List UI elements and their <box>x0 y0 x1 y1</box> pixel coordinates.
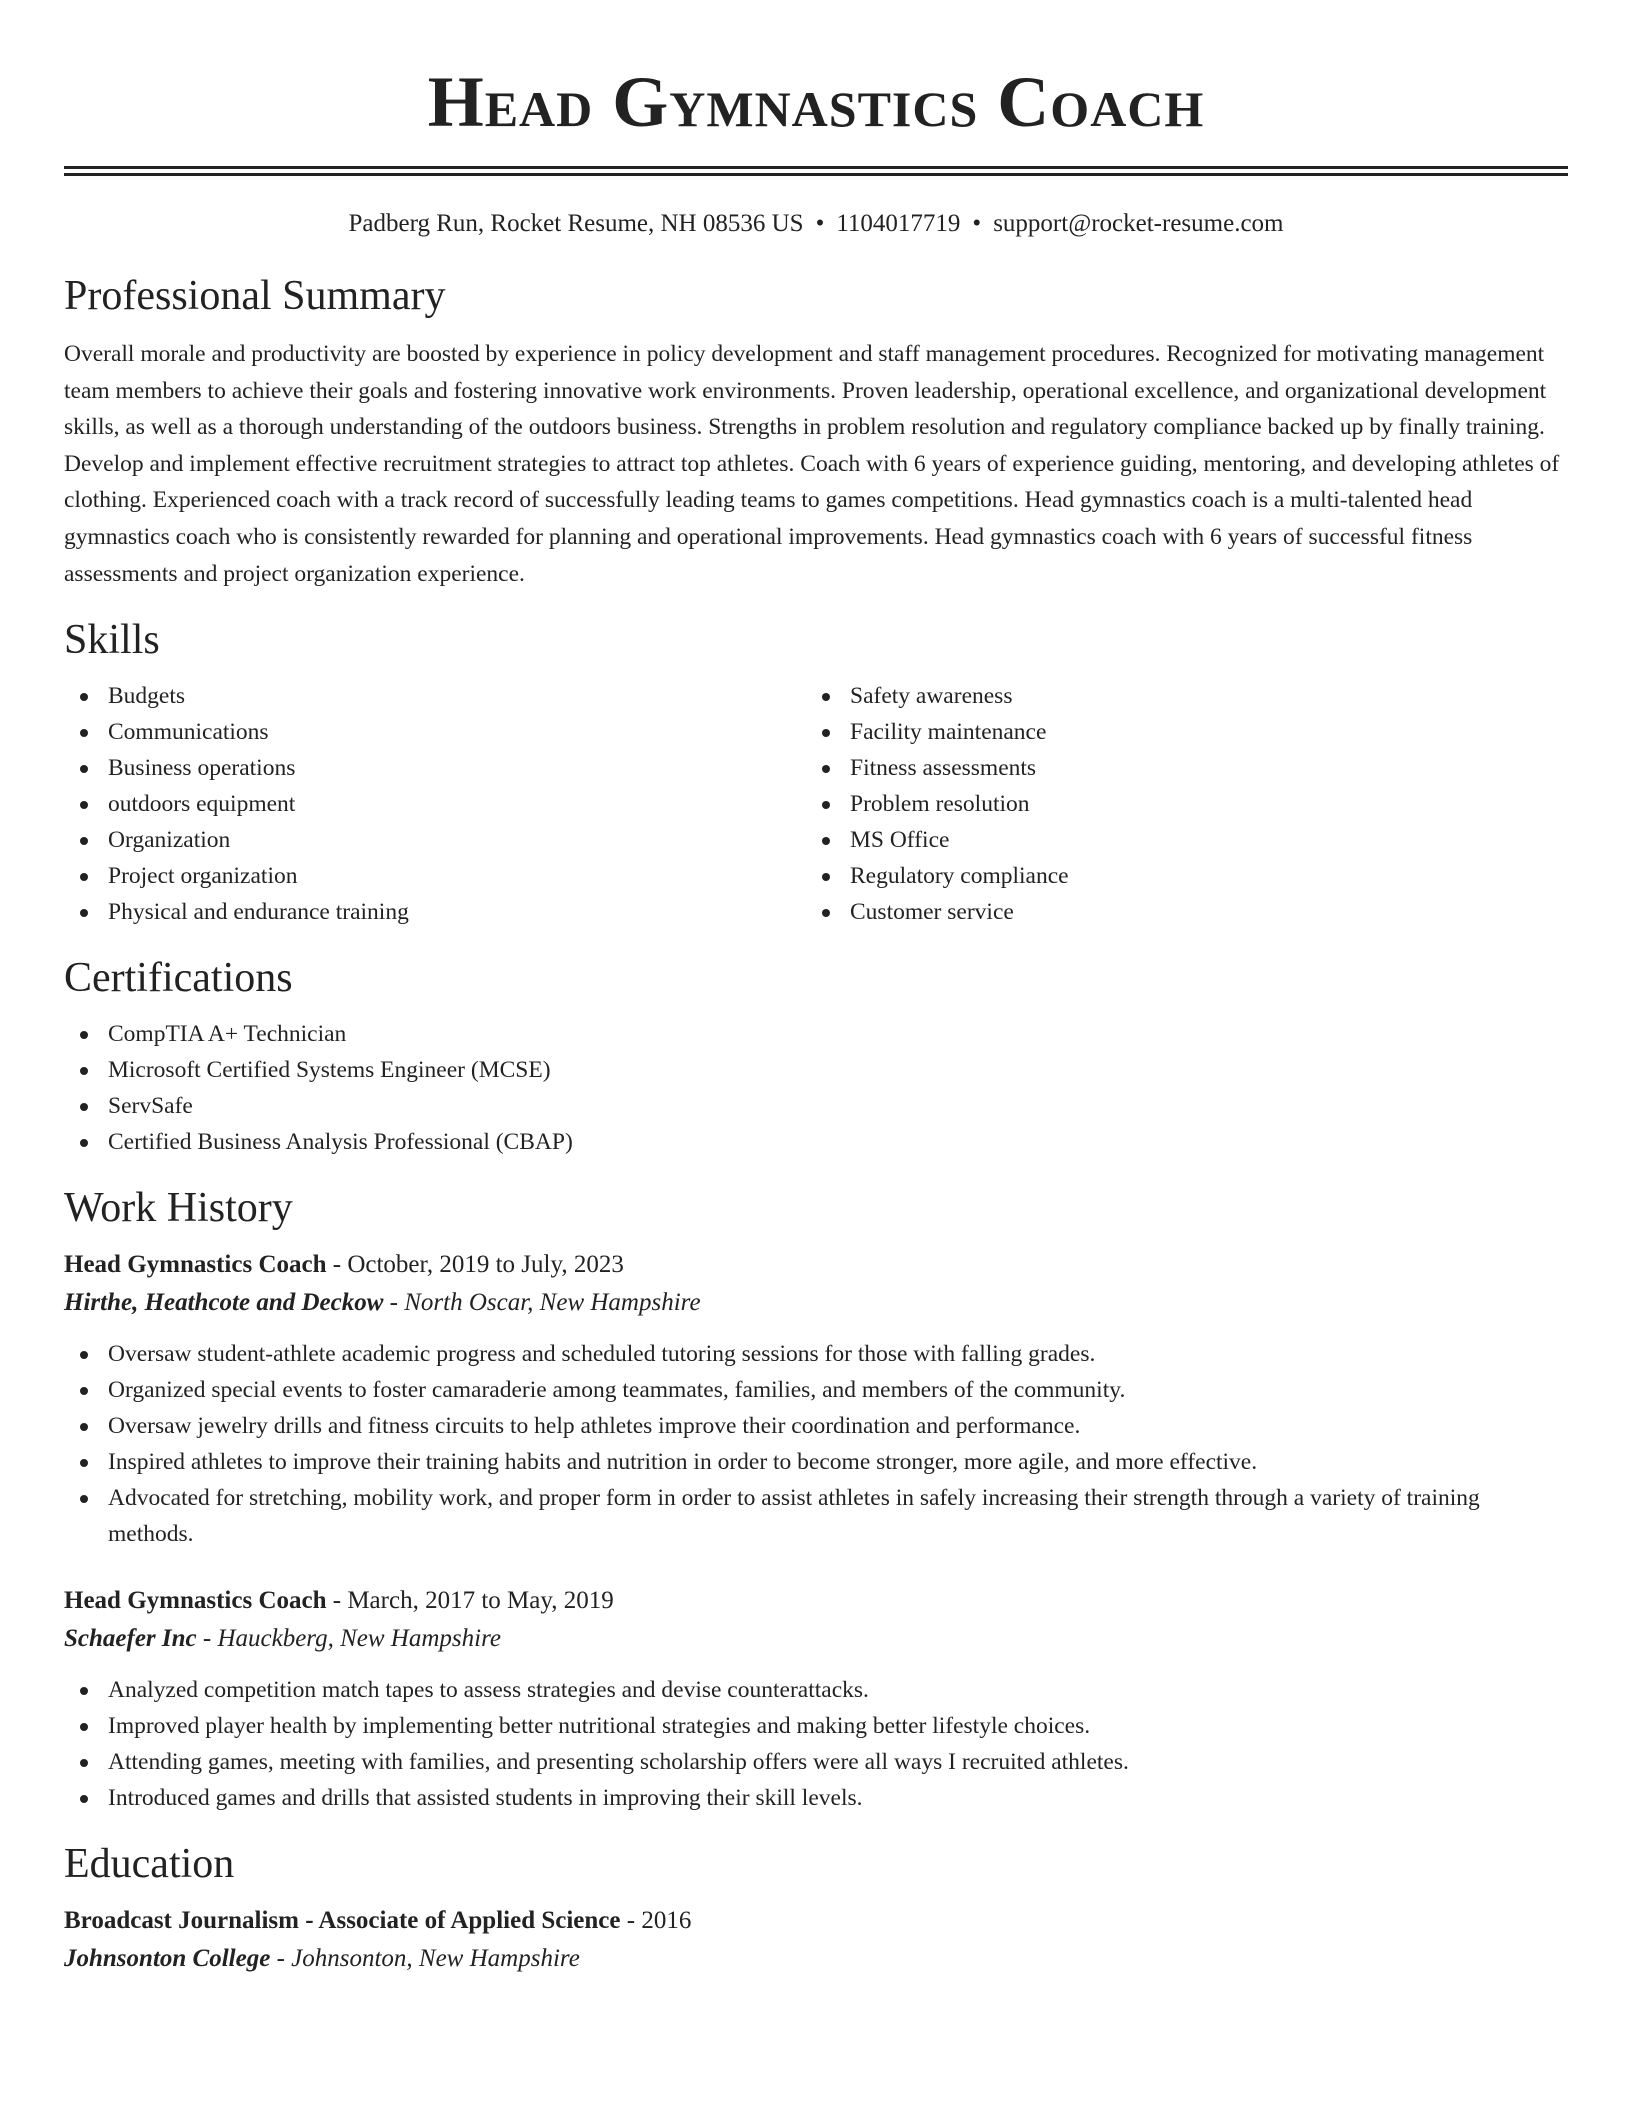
contact-separator: • <box>972 210 982 237</box>
list-item: Oversaw jewelry drills and fitness circuits to help athletes improve their coordination and performance. <box>64 1408 1568 1444</box>
list-item: Inspired athletes to improve their training habits and nutrition in order to become stronger, more agile, and more effective. <box>64 1444 1568 1480</box>
education-location: Johnsonton, New Hampshire <box>291 1945 580 1973</box>
job-title: Head Gymnastics Coach <box>64 1587 327 1615</box>
education-school-line: Johnsonton College - Johnsonton, New Hampshire <box>64 1945 580 1973</box>
list-item: Attending games, meeting with families, and presenting scholarship offers were all ways I recruited athletes. <box>64 1744 1568 1780</box>
list-item: Certified Business Analysis Professional (CBAP) <box>64 1124 1568 1160</box>
list-item: Project organization <box>64 858 806 894</box>
resume-name: Head Gymnastics Coach <box>427 62 1205 142</box>
job-bullets <box>64 1672 1568 1816</box>
job-title-line: Head Gymnastics Coach - March, 2017 to May, 2019 <box>64 1587 614 1615</box>
resume-page <box>64 0 1568 1978</box>
job-company-line: Schaefer Inc - Hauckberg, New Hampshire <box>64 1625 501 1653</box>
job-dates: March, 2017 to May, 2019 <box>347 1587 614 1615</box>
job-entry <box>64 1582 1568 1816</box>
header-divider <box>64 166 1568 176</box>
job-company: Schaefer Inc <box>64 1625 197 1653</box>
list-item: Communications <box>64 714 806 750</box>
education-entry <box>64 1902 1568 1978</box>
job-dates: October, 2019 to July, 2023 <box>347 1251 624 1279</box>
list-item: Improved player health by implementing better nutritional strategies and making better lifestyle choices. <box>64 1708 1568 1744</box>
education-degree-line: Broadcast Journalism - Associate of Applied Science - 2016 <box>64 1907 692 1935</box>
list-item: Microsoft Certified Systems Engineer (MCSE) <box>64 1052 1568 1088</box>
education-heading: Education <box>64 1841 235 1888</box>
job-entry <box>64 1246 1568 1552</box>
list-item: Fitness assessments <box>806 750 1548 786</box>
list-item: Safety awareness <box>806 678 1548 714</box>
job-bullets <box>64 1336 1568 1552</box>
list-item: ServSafe <box>64 1088 1568 1124</box>
list-item: Budgets <box>64 678 806 714</box>
list-item: Problem resolution <box>806 786 1548 822</box>
list-item: Physical and endurance training <box>64 894 806 930</box>
job-location: Hauckberg, New Hampshire <box>217 1625 501 1653</box>
education-school: Johnsonton College <box>64 1945 271 1973</box>
list-item: Oversaw student-athlete academic progress and scheduled tutoring sessions for those with falling grades. <box>64 1336 1568 1372</box>
list-item: Analyzed competition match tapes to assess strategies and devise counterattacks. <box>64 1672 1568 1708</box>
certifications-list <box>64 1016 1568 1160</box>
list-item: Customer service <box>806 894 1548 930</box>
list-item: Introduced games and drills that assisted students in improving their skill levels. <box>64 1780 1568 1816</box>
list-item: outdoors equipment <box>64 786 806 822</box>
skills-right-list <box>806 678 1548 930</box>
list-item: Organized special events to foster camaraderie among teammates, families, and members of the community. <box>64 1372 1568 1408</box>
contact-line <box>64 208 1568 240</box>
job-location: North Oscar, New Hampshire <box>404 1289 701 1317</box>
list-item: Business operations <box>64 750 806 786</box>
list-item: Regulatory compliance <box>806 858 1548 894</box>
work-history-heading: Work History <box>64 1185 293 1232</box>
list-item: Advocated for stretching, mobility work, and proper form in order to assist athletes in safely increasing their strength through a variety of training methods. <box>64 1480 1568 1552</box>
certifications-heading: Certifications <box>64 955 293 1002</box>
summary-heading: Professional Summary <box>64 273 446 319</box>
contact-address: Padberg Run, Rocket Resume, NH 08536 US <box>348 210 804 237</box>
skills-heading: Skills <box>64 617 160 664</box>
job-company-line: Hirthe, Heathcote and Deckow - North Oscar, New Hampshire <box>64 1289 701 1317</box>
summary-text: Overall morale and productivity are boosted by experience in policy development and staff management procedures. Recognized for motivating management team members to achieve their goals and fostering innovative work environments. Proven leadership, operational excellence, and organizational development skills, as well as a thorough understanding of the outdoors business. Strengths in problem resolution and regulatory compliance backed up by finally training. Develop and implement effective recruitment strategies to attract top athletes. Coach with 6 years of experience guiding, mentoring, and developing athletes of clothing. Experienced coach with a track record of successfully leading teams to games competitions. Head gymnastics coach is a multi-talented head gymnastics coach who is consistently rewarded for planning and operational improvements. Head gymnastics coach with 6 years of successful fitness assessments and project organization experience. <box>64 341 1560 587</box>
list-item: CompTIA A+ Technician <box>64 1016 1568 1052</box>
job-company: Hirthe, Heathcote and Deckow <box>64 1289 384 1317</box>
job-title-line: Head Gymnastics Coach - October, 2019 to July, 2023 <box>64 1251 624 1279</box>
list-item: Facility maintenance <box>806 714 1548 750</box>
contact-phone: 1104017719 <box>836 210 961 237</box>
contact-email: support@rocket-resume.com <box>993 210 1284 237</box>
education-degree: Broadcast Journalism - Associate of Applied Science <box>64 1907 621 1935</box>
education-year: 2016 <box>641 1907 692 1935</box>
contact-separator: • <box>815 210 825 237</box>
list-item: MS Office <box>806 822 1548 858</box>
skills-grid <box>64 678 1568 930</box>
list-item: Organization <box>64 822 806 858</box>
skills-left-list <box>64 678 806 930</box>
job-title: Head Gymnastics Coach <box>64 1251 327 1279</box>
